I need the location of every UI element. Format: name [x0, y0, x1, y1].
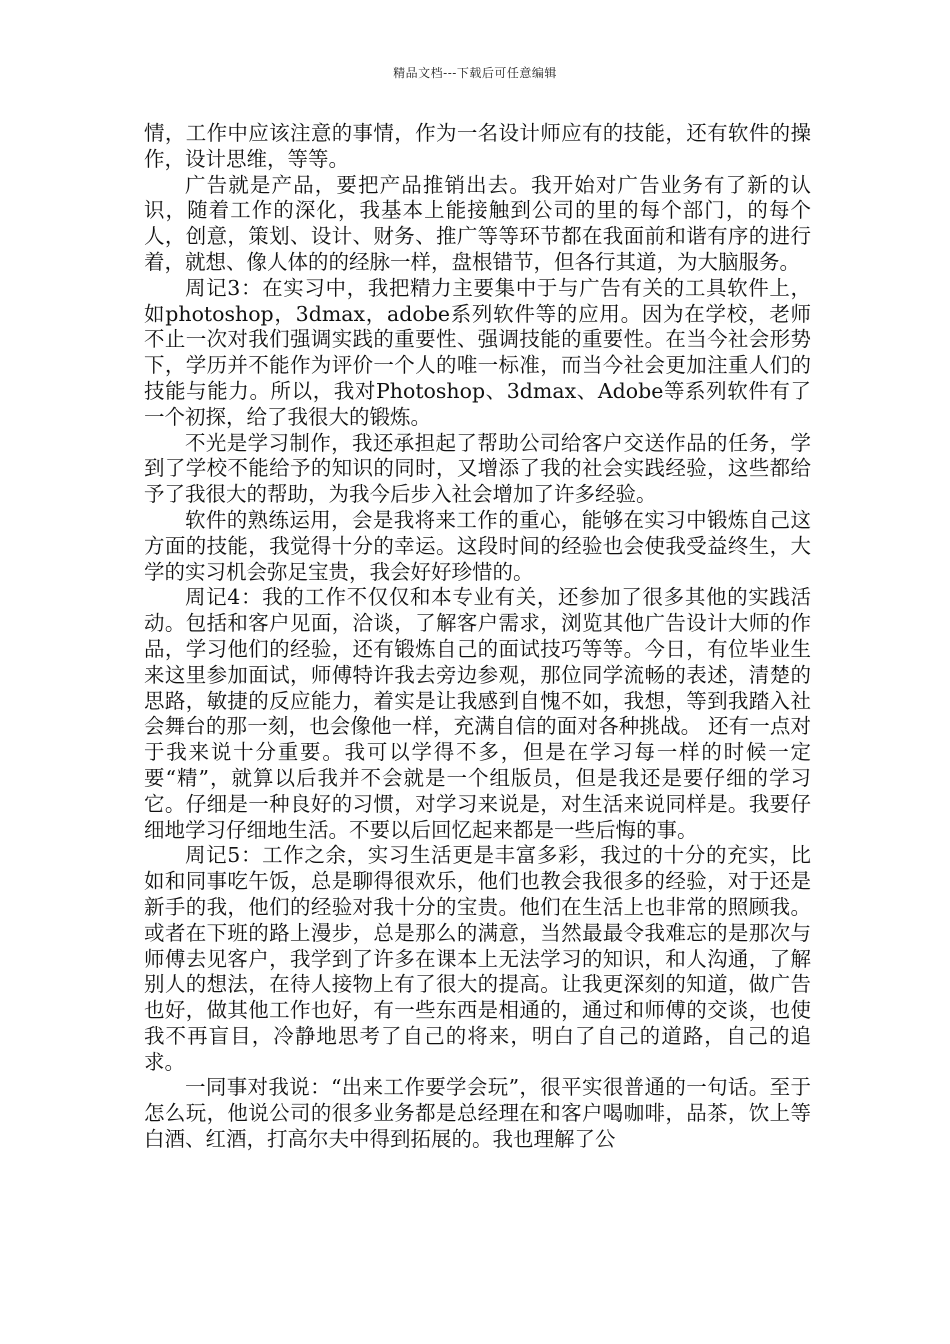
page-header: 精品文档---下载后可任意编辑 — [393, 66, 557, 80]
paragraph: 软件的熟练运用，会是我将来工作的重心，能够在实习中锻炼自己这方面的技能，我觉得十分的幸运。这段时间的经验也会使我受益终生，大学的实习机会弥足宝贵，我会好好珍惜的。 — [144, 507, 811, 584]
document-body — [144, 121, 811, 1153]
paragraph: 广告就是产品，要把产品推销出去。我开始对广告业务有了新的认识，随着工作的深化，我基本上能接触到公司的里的每个部门，的每个人，创意，策划、设计、财务、推广等等环节都在我面前和谐有序的进行着，就想、像人体的的经脉一样，盘根错节，但各行其道，为大脑服务。 — [144, 172, 811, 274]
paragraph: 不光是学习制作，我还承担起了帮助公司给客户交送作品的任务，学到了学校不能给予的知识的同时，又增添了我的社会实践经验，这些都给予了我很大的帮助，为我今后步入社会增加了许多经验。 — [144, 430, 811, 507]
paragraph: 周记4：我的工作不仅仅和本专业有关，还参加了很多其他的实践活动。包括和客户见面，洽谈，了解客户需求，浏览其他广告设计大师的作品，学习他们的经验，还有锻炼自己的面试技巧等等。今日，有位毕业生来这里参加面试，师傅特许我去旁边参观，那位同学流畅的表述，清楚的思路，敏捷的反应能力，着实是让我感到自愧不如，我想，等到我踏入社会舞台的那一刻，也会像他一样，充满自信的面对各种挑战。 还有一点对于我来说十分重要。我可以学得不多，但是在学习每一样的时候一定要“精”，就算以后我并不会就是一个组版员，但是我还是要仔细的学习它。仔细是一种良好的习惯，对学习来说是，对生活来说同样是。我要仔细地学习仔细地生活。不要以后回忆起来都是一些后悔的事。 — [144, 585, 811, 842]
paragraph: 一同事对我说：“出来工作要学会玩”，很平实很普通的一句话。至于怎么玩，他说公司的很多业务都是总经理在和客户喝咖啡，品茶，饮上等白酒、红酒，打高尔夫中得到拓展的。我也理解了公 — [144, 1075, 811, 1152]
paragraph: 情，工作中应该注意的事情，作为一名设计师应有的技能，还有软件的操作，设计思维，等等。 — [144, 121, 811, 171]
paragraph: 周记5：工作之余，实习生活更是丰富多彩，我过的十分的充实，比如和同事吃午饭，总是聊得很欢乐，他们也教会我很多的经验，对于还是新手的我，他们的经验对我十分的宝贵。他们在生活上也非常的照顾我。或者在下班的路上漫步，总是那么的满意，当然最最令我难忘的是那次与师傅去见客户，我学到了许多在课本上无法学习的知识，和人沟通，了解别人的想法，在待人接物上有了很大的提高。让我更深刻的知道，做广告也好，做其他工作也好，有一些东西是相通的，通过和师傅的交谈，也使我不再盲目，冷静地思考了自己的将来，明白了自己的道路，自己的追求。 — [144, 843, 811, 1074]
paragraph: 周记3：在实习中，我把精力主要集中于与广告有关的工具软件上，如photoshop，3dmax，adobe系列软件等的应用。因为在学校，老师不止一次对我们强调实践的重要性、强调技能的重要性。在当今社会形势下，学历并不能作为评价一个人的唯一标准，而当今社会更加注重人们的技能与能力。所以，我对Photoshop、3dmax、Adobe等系列软件有了一个初探，给了我很大的锻炼。 — [144, 275, 811, 429]
